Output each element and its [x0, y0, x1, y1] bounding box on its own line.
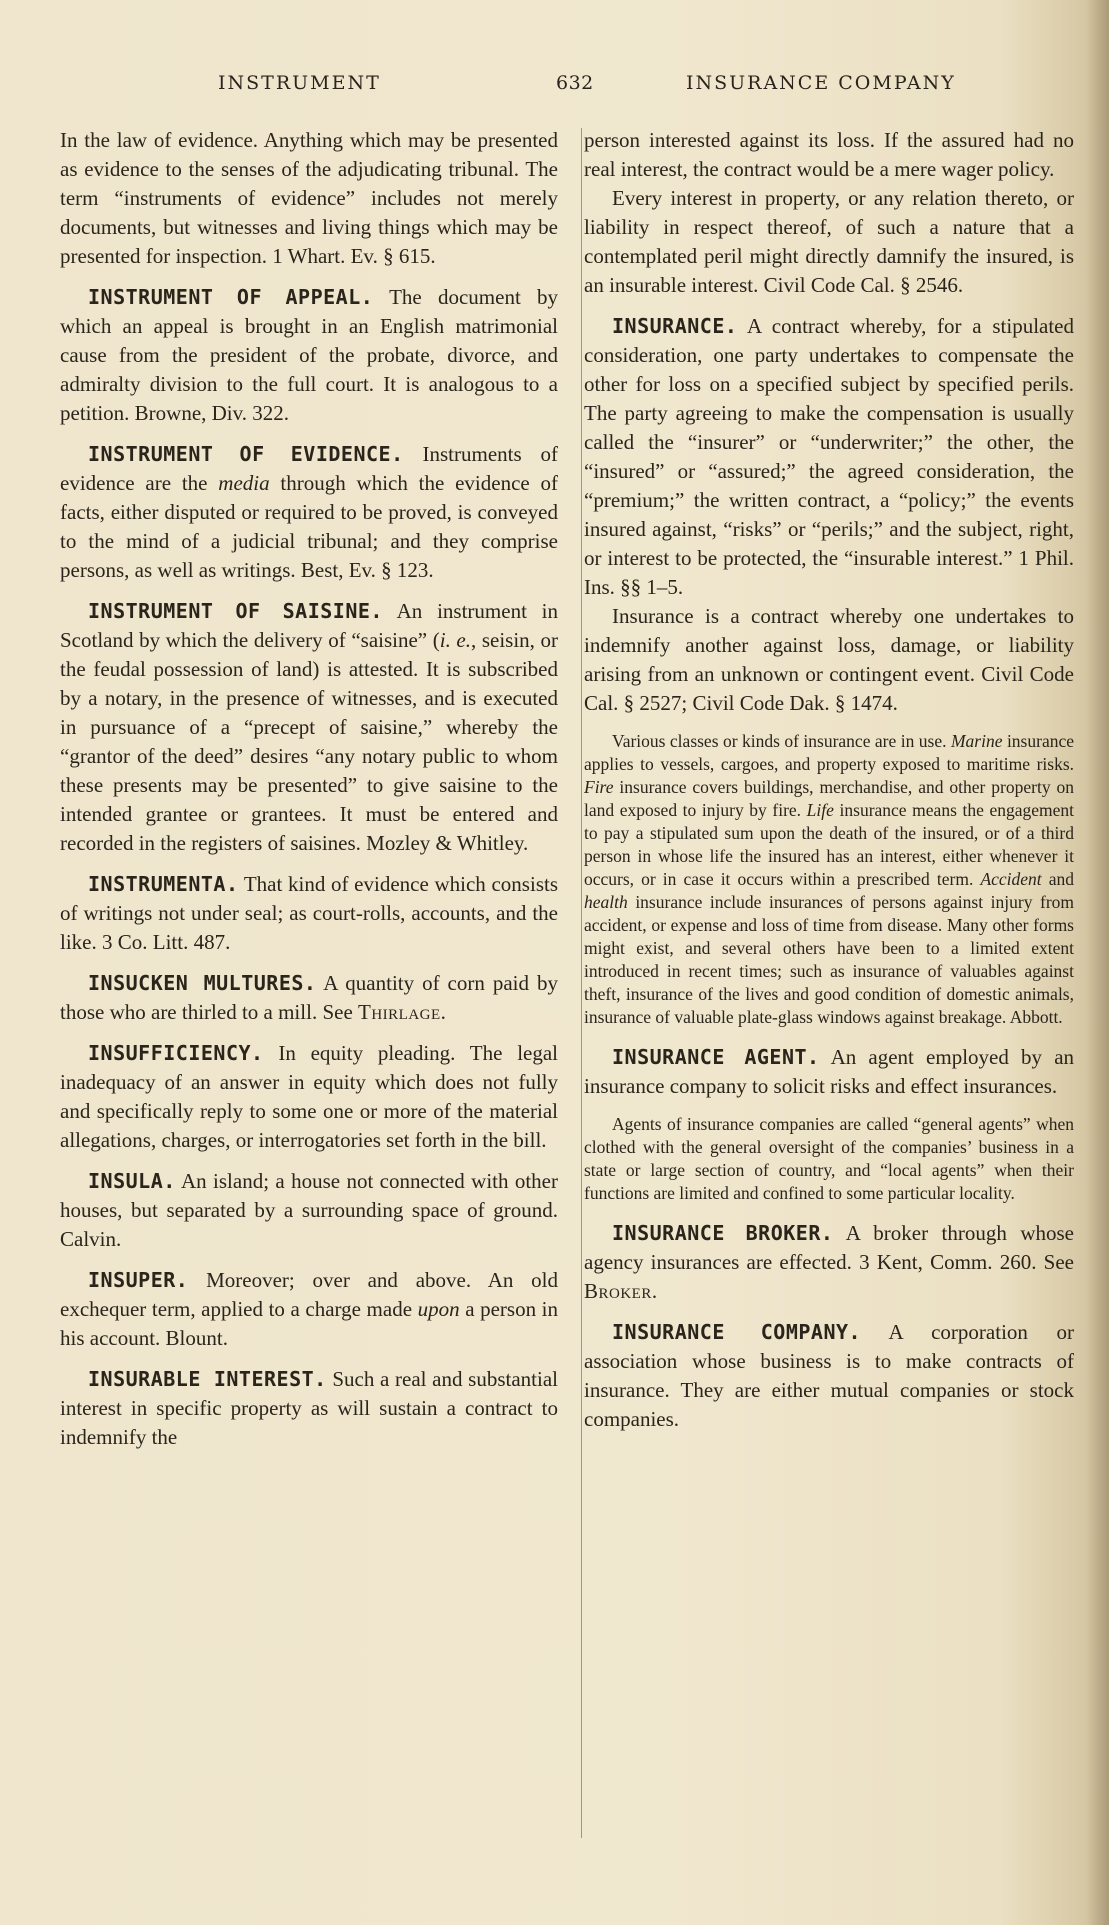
- entry-text: A contract whereby, for a stipulated consideration, one party undertakes to compensate the other for loss on a specified subject by specified perils. The party agreeing to make the compensation is usually called the “insurer” or “underwriter;” the other, the “insured” or “assured;” the agreed consideration, the “premium;” the written contract, a “policy;” the events insured against, “risks” or “perils;” and the subject, right, or interest to be protected, the “insurable interest.” 1 Phil. Ins. §§ 1–5.: [584, 314, 1075, 599]
- entry-insuper: [60, 1266, 558, 1353]
- note-emphasis: Marine: [950, 731, 1003, 751]
- entry-text: In equity pleading. The legal inadequacy of an answer in equity which does not fully and specifically reply to some one or more of the material allegations, charges, or interrogatories set forth in the bill.: [60, 1041, 559, 1152]
- entry-text: Such a real and substantial interest in specific property as will sustain a contract to indemnify the: [60, 1367, 558, 1449]
- entry-text: A broker through whose agency insurances are effected. 3 Kent, Comm. 260. See: [584, 1221, 1075, 1274]
- cross-reference: Thirlage.: [358, 1000, 447, 1024]
- entry-text: Every interest in property, or any relation thereto, or liability in respect thereof, of such a nature that a contemplated peril might directly damnify the insured, is an insurable interest. Civil Code Cal. § 2546.: [584, 186, 1074, 297]
- entry-insufficiency: [60, 1039, 558, 1155]
- note-text: insurance covers buildings, merchandise, and other property on land exposed to injury by fire.: [584, 777, 1075, 820]
- entry-insurable-interest: [60, 1365, 558, 1452]
- entry-text: An island; a house not connected with other houses, but separated by a surrounding space of ground. Calvin.: [60, 1169, 558, 1251]
- entry-note: Agents of insurance companies are called “general agents” when clothed with the general oversight of the companies’ business in a state or large section of country, and “local agents” when their functions are limited and confined to some particular locality.: [584, 1114, 1074, 1203]
- entry-instrument-of-appeal: [60, 283, 558, 428]
- header-right-guide-word: INSURANCE COMPANY: [686, 72, 956, 94]
- entry-instrument-continuation: [60, 126, 558, 271]
- entry-headword: INSTRUMENT OF EVIDENCE.: [88, 442, 404, 466]
- entry-insurable-interest-continuation: [584, 126, 1074, 300]
- note-emphasis: health: [584, 892, 628, 912]
- entry-text: a person in his account. Blount.: [60, 1297, 559, 1350]
- cross-reference: Broker.: [584, 1279, 658, 1303]
- entry-headword: INSURANCE BROKER.: [612, 1221, 834, 1245]
- entry-headword: INSUFFICIENCY.: [88, 1041, 264, 1065]
- entry-headword: INSULA.: [88, 1169, 176, 1193]
- entry-insurance-company: [584, 1318, 1074, 1434]
- entry-instrument-of-saisine: [60, 597, 558, 858]
- entry-text: An instrument in Scotland by which the delivery of “saisine” (: [60, 599, 559, 652]
- entry-headword: INSTRUMENTA.: [88, 872, 239, 896]
- entry-headword: INSUPER.: [88, 1268, 189, 1292]
- running-header: [0, 72, 1109, 102]
- entry-headword: INSTRUMENT OF SAISINE.: [88, 599, 383, 623]
- entry-text: , seisin, or the feudal possession of land) is attested. It is subscribed by a notary, in the presence of witnesses, and is executed in pursuance of a “precept of saisine,” whereby the “grantor of the deed” desires “any notary public to whom these presents may be presented” to give saisine to the intended grantee or grantees. It must be entered and recorded in the registers of saisines. Mozley & Whitley.: [60, 628, 559, 855]
- entry-emphasis: i. e.: [439, 628, 471, 652]
- note-emphasis: Life: [806, 800, 834, 820]
- header-left-guide-word: INSTRUMENT: [218, 72, 381, 94]
- entry-text: In the law of evidence. Anything which may be presented as evidence to the senses of the adjudicating tribunal. The term “instruments of evidence” includes not merely documents, but witnesses and living things which may be presented for inspection. 1 Whart. Ev. § 615.: [60, 128, 558, 268]
- entry-text: An agent employed by an insurance company to solicit risks and effect insurances.: [584, 1045, 1075, 1098]
- note-text: insurance means the engagement to pay a stipulated sum upon the death of the insured, or of a third person in whose life the insured has an interest, either whenever it occurs, or in case it occurs within a prescribed term.: [584, 800, 1075, 889]
- left-column: [60, 126, 558, 1464]
- entry-headword: INSURANCE COMPANY.: [612, 1320, 862, 1344]
- note-emphasis: Accident: [980, 869, 1042, 889]
- entry-insurance-broker: [584, 1219, 1074, 1306]
- entry-emphasis: upon: [417, 1297, 460, 1321]
- entry-insurance: [584, 312, 1074, 718]
- entry-headword: INSURANCE.: [612, 314, 738, 338]
- column-divider: [581, 128, 582, 1838]
- entry-headword: INSURABLE INTEREST.: [88, 1367, 327, 1391]
- entry-instrument-of-evidence: [60, 440, 558, 585]
- entry-insurance-agent: [584, 1043, 1074, 1101]
- entry-text: through which the evidence of facts, either disputed or required to be proved, is conveyed to the mind of a judicial tribunal; and they comprise persons, as well as writings. Best, Ev. § 123.: [60, 471, 559, 582]
- note-emphasis: Fire: [584, 777, 614, 797]
- note-text: insurance applies to vessels, cargoes, and property exposed to maritime risks.: [584, 731, 1074, 774]
- entry-text: A quantity of corn paid by those who are thirled to a mill. See: [60, 971, 558, 1024]
- entry-text: A corporation or association whose business is to make contracts of insurance. They are either mutual companies or stock companies.: [584, 1320, 1074, 1431]
- entry-note: [584, 730, 1074, 1029]
- page-number: 632: [556, 72, 594, 94]
- entry-headword: INSURANCE AGENT.: [612, 1045, 820, 1069]
- entry-insula: [60, 1167, 558, 1254]
- entry-text: Moreover; over and above. An old exchequer term, applied to a charge made: [60, 1268, 558, 1321]
- entry-text: The document by which an appeal is brought in an English matrimonial cause from the president of the probate, divorce, and admiralty division to the full court. It is analogous to a petition. Browne, Div. 322.: [60, 285, 558, 425]
- entry-text: person interested against its loss. If the assured had no real interest, the contract would be a mere wager policy.: [584, 128, 1074, 181]
- entry-headword: INSTRUMENT OF APPEAL.: [88, 285, 374, 309]
- note-text: insurance include insurances of persons against injury from accident, or expense and loss of time from disease. Many other forms might exist, and several others have been to a limited extent introduced in recent times; such as insurance of valuables against theft, insurance of the lives and good condition of domestic animals, insurance of valuable plate-glass windows against breakage. Abbott.: [584, 892, 1075, 1027]
- note-text: and: [1048, 869, 1075, 889]
- entry-instrumenta: [60, 870, 558, 957]
- entry-text: Insurance is a contract whereby one undertakes to indemnify another against loss, damage, or liability arising from an unknown or contingent event. Civil Code Cal. § 2527; Civil Code Dak. § 1474.: [584, 604, 1074, 715]
- entry-insucken-multures: [60, 969, 558, 1027]
- entry-text: That kind of evidence which consists of writings not under seal; as court-rolls, accounts, and the like. 3 Co. Litt. 487.: [60, 872, 558, 954]
- entry-headword: INSUCKEN MULTURES.: [88, 971, 317, 995]
- entry-text: Instruments of evidence are the: [60, 442, 558, 495]
- page-edge-shadow: [1087, 0, 1109, 1925]
- note-text: Various classes or kinds of insurance are in use.: [612, 731, 947, 751]
- right-column: [584, 126, 1074, 1446]
- entry-emphasis: media: [218, 471, 270, 495]
